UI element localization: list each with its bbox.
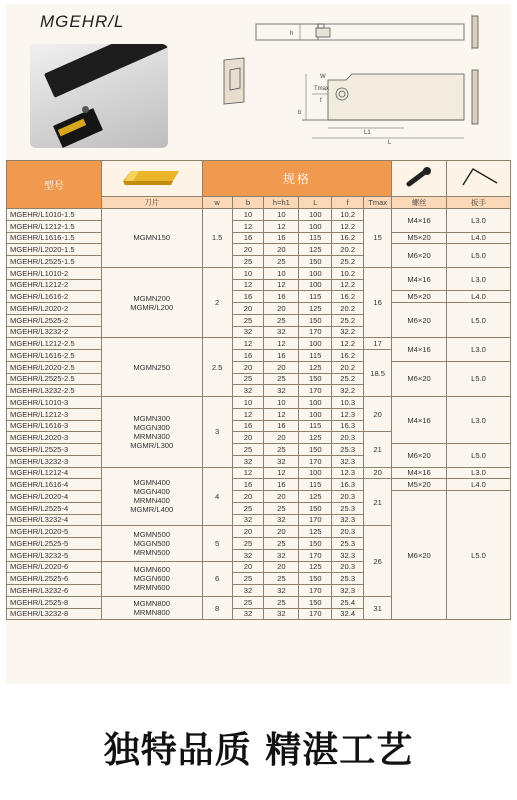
model-cell: MGEHR/L3232-8 [7,608,102,620]
b-cell: 25 [232,256,264,268]
b-cell: 25 [232,596,264,608]
h-cell: 12 [264,279,299,291]
h-cell: 32 [264,514,299,526]
model-cell: MGEHR/L3232-4 [7,514,102,526]
f-cell: 32.3 [332,549,364,561]
drawing-label-h: h [290,31,294,37]
width-cell: 2.5 [202,338,232,397]
wrench-cell: L5.0 [447,361,511,396]
tmax-cell: 21 [364,432,392,467]
f-cell: 32.2 [332,385,364,397]
h-cell: 25 [264,256,299,268]
model-cell: MGEHR/L1616-2 [7,291,102,303]
b-cell: 32 [232,549,264,561]
header-screw-cell [392,161,447,197]
b-cell: 12 [232,408,264,420]
insert-cell: MGMN200 MGMR/L200 [101,267,202,338]
f-cell: 32.3 [332,455,364,467]
table-row [7,338,511,350]
top-view [302,70,478,138]
table-row [7,491,511,503]
h-cell: 25 [264,596,299,608]
header-model: 型号 [7,161,102,209]
f-cell: 16.3 [332,479,364,491]
f-cell: 25.3 [332,573,364,585]
b-cell: 16 [232,232,264,244]
model-cell: MGEHR/L1616-1.5 [7,232,102,244]
b-cell: 10 [232,209,264,221]
b-cell: 12 [232,220,264,232]
f-cell: 10.3 [332,397,364,409]
b-cell: 10 [232,267,264,279]
spec-table-body [7,209,511,620]
f-cell: 20.2 [332,303,364,315]
f-cell: 12.2 [332,220,364,232]
header-spec: 规格 [202,161,391,197]
screw-cell: M4×16 [392,267,447,291]
f-cell: 12.3 [332,408,364,420]
table-row [7,244,511,256]
insert-cell: MGMN600 MGGN600 MRMN600 [101,561,202,596]
header-wrench-cell [447,161,511,197]
h-cell: 16 [264,232,299,244]
f-cell: 10.2 [332,209,364,221]
side-view-body [318,24,464,40]
width-cell: 4 [202,467,232,526]
h-cell: 12 [264,408,299,420]
table-row [7,467,511,479]
screw-cell: M6×20 [392,244,447,268]
b-cell: 20 [232,432,264,444]
model-cell: MGEHR/L1010-3 [7,397,102,409]
wrench-cell: L5.0 [447,444,511,468]
wrench-cell: L3.0 [447,467,511,479]
table-row [7,361,511,373]
length-cell: 100 [299,467,332,479]
wrench-cell: L4.0 [447,479,511,491]
b-cell: 25 [232,573,264,585]
top-view-outline [328,74,464,120]
table-row [7,232,511,244]
b-cell: 16 [232,291,264,303]
width-cell: 5 [202,526,232,561]
wrench-cell: L4.0 [447,232,511,244]
f-cell: 12.2 [332,338,364,350]
f-cell: 25.2 [332,373,364,385]
model-cell: MGEHR/L2020-2 [7,303,102,315]
model-cell: MGEHR/L2020-1.5 [7,244,102,256]
length-cell: 125 [299,361,332,373]
f-cell: 25.3 [332,502,364,514]
header-screw: 螺丝 [392,197,447,209]
model-cell: MGEHR/L2020-5 [7,526,102,538]
b-cell: 25 [232,502,264,514]
f-cell: 20.3 [332,432,364,444]
f-cell: 12.3 [332,467,364,479]
drawing-label-f: f [320,98,322,104]
width-cell: 6 [202,561,232,596]
model-cell: MGEHR/L2020-4 [7,491,102,503]
h-cell: 25 [264,538,299,550]
drawing-label-l: L [388,140,392,146]
model-cell: MGEHR/L1616-3 [7,420,102,432]
table-row [7,209,511,221]
side-view-head [316,28,330,37]
tool-holder-photo [30,44,168,148]
grooving-insert-icon [117,167,187,189]
tmax-cell: 26 [364,526,392,597]
spec-table [6,160,511,620]
catalog-page [6,4,511,684]
header-w: w [202,197,232,209]
f-cell: 16.2 [332,350,364,362]
length-cell: 170 [299,608,332,620]
tmax-cell: 31 [364,596,392,620]
b-cell: 32 [232,585,264,597]
top-view-end-block [472,70,478,124]
header-tmax: Tmax [364,197,392,209]
screw-cell: M5×20 [392,291,447,303]
b-cell: 10 [232,397,264,409]
h-cell: 20 [264,432,299,444]
tmax-cell: 15 [364,209,392,268]
side-view-insert [318,24,324,28]
f-cell: 25.2 [332,256,364,268]
h-cell: 12 [264,220,299,232]
b-cell: 20 [232,491,264,503]
side-view-shank [256,24,318,40]
f-cell: 16.2 [332,291,364,303]
f-cell: 20.3 [332,526,364,538]
screw-cell: M4×16 [392,467,447,479]
length-cell: 150 [299,373,332,385]
h-cell: 20 [264,491,299,503]
wrench-cell: L5.0 [447,491,511,620]
length-cell: 100 [299,267,332,279]
length-cell: 115 [299,232,332,244]
length-cell: 170 [299,585,332,597]
h-cell: 16 [264,291,299,303]
h-cell: 25 [264,573,299,585]
model-cell: MGEHR/L2020-2.5 [7,361,102,373]
header-l: L [299,197,332,209]
model-cell: MGEHR/L2525-8 [7,596,102,608]
wrench-cell: L3.0 [447,397,511,444]
model-cell: MGEHR/L2020-3 [7,432,102,444]
table-row [7,479,511,491]
model-cell: MGEHR/L1010-2 [7,267,102,279]
b-cell: 20 [232,361,264,373]
length-cell: 170 [299,549,332,561]
h-cell: 16 [264,350,299,362]
insert-cell: MGMN400 MGGN400 MRMN400 MGMR/L400 [101,467,202,526]
length-cell: 150 [299,502,332,514]
header-blade: 刀片 [101,197,202,209]
f-cell: 25.3 [332,538,364,550]
b-cell: 32 [232,455,264,467]
length-cell: 125 [299,244,332,256]
f-cell: 20.3 [332,561,364,573]
b-cell: 20 [232,561,264,573]
h-cell: 20 [264,361,299,373]
table-row [7,267,511,279]
b-cell: 25 [232,314,264,326]
h-cell: 32 [264,549,299,561]
model-cell: MGEHR/L2525-2 [7,314,102,326]
b-cell: 12 [232,467,264,479]
h-cell: 20 [264,561,299,573]
length-cell: 125 [299,432,332,444]
f-cell: 32.3 [332,514,364,526]
f-cell: 10.2 [332,267,364,279]
h-cell: 32 [264,455,299,467]
table-row [7,397,511,409]
model-cell: MGEHR/L2525-3 [7,444,102,456]
length-cell: 150 [299,314,332,326]
model-cell: MGEHR/L2525-4 [7,502,102,514]
b-cell: 20 [232,303,264,315]
h-cell: 20 [264,303,299,315]
f-cell: 32.3 [332,585,364,597]
b-cell: 12 [232,279,264,291]
b-cell: 25 [232,373,264,385]
page-title: MGEHR/L [40,12,125,31]
tmax-cell: 21 [364,479,392,526]
length-cell: 125 [299,526,332,538]
header-f: f [332,197,364,209]
insert-cell: MGMN150 [101,209,202,268]
model-cell: MGEHR/L1616-2.5 [7,350,102,362]
wrench-cell: L3.0 [447,338,511,362]
width-cell: 8 [202,596,232,620]
screw-cell: M6×20 [392,444,447,468]
length-cell: 150 [299,444,332,456]
model-cell: MGEHR/L3232-3 [7,455,102,467]
length-cell: 100 [299,209,332,221]
drawing-label-w: W [320,74,326,80]
model-cell: MGEHR/L3232-6 [7,585,102,597]
width-cell: 2 [202,267,232,338]
side-view-end-block [472,16,478,48]
length-cell: 115 [299,350,332,362]
b-cell: 32 [232,608,264,620]
length-cell: 150 [299,538,332,550]
f-cell: 16.3 [332,420,364,432]
screw-cell: M6×20 [392,491,447,620]
model-cell: MGEHR/L1212-2.5 [7,338,102,350]
header-b: b [232,197,264,209]
h-cell: 10 [264,397,299,409]
b-cell: 25 [232,538,264,550]
model-cell: MGEHR/L1212-2 [7,279,102,291]
h-cell: 16 [264,479,299,491]
b-cell: 25 [232,444,264,456]
model-cell: MGEHR/L3232-2 [7,326,102,338]
header-wrench: 扳手 [447,197,511,209]
b-cell: 12 [232,338,264,350]
length-cell: 115 [299,291,332,303]
h-cell: 20 [264,526,299,538]
screw-icon [401,166,437,190]
h-cell: 10 [264,267,299,279]
table-row [7,444,511,456]
length-cell: 125 [299,561,332,573]
length-cell: 150 [299,256,332,268]
tmax-cell: 20 [364,397,392,432]
h-cell: 25 [264,373,299,385]
tmax-cell: 18.5 [364,350,392,397]
tmax-cell: 17 [364,338,392,350]
drawing-label-b: b [298,110,302,116]
width-cell: 3 [202,397,232,468]
drawing-label-tmax: Tmax [314,86,329,92]
b-cell: 32 [232,514,264,526]
length-cell: 100 [299,220,332,232]
h-cell: 10 [264,209,299,221]
wrench-cell: L3.0 [447,267,511,291]
h-cell: 32 [264,385,299,397]
h-cell: 25 [264,502,299,514]
length-cell: 170 [299,514,332,526]
model-cell: MGEHR/L1212-3 [7,408,102,420]
b-cell: 16 [232,420,264,432]
tmax-cell: 20 [364,467,392,479]
h-cell: 12 [264,467,299,479]
header-insert-cell [101,161,202,197]
b-cell: 20 [232,526,264,538]
screw-cell: M4×16 [392,209,447,233]
slogan: 独特品质 精湛工艺 [103,730,414,771]
screw-cell: M4×16 [392,338,447,362]
model-cell: MGEHR/L1212-4 [7,467,102,479]
length-cell: 115 [299,420,332,432]
length-cell: 170 [299,326,332,338]
length-cell: 125 [299,491,332,503]
b-cell: 16 [232,350,264,362]
f-cell: 20.3 [332,491,364,503]
length-cell: 100 [299,338,332,350]
clamp-screw [82,106,89,113]
wrench-cell: L4.0 [447,291,511,303]
h-cell: 25 [264,314,299,326]
table-row [7,303,511,315]
length-cell: 100 [299,397,332,409]
h-cell: 16 [264,420,299,432]
model-cell: MGEHR/L1616-4 [7,479,102,491]
length-cell: 100 [299,279,332,291]
length-cell: 125 [299,303,332,315]
h-cell: 32 [264,585,299,597]
wrench-cell: L5.0 [447,303,511,338]
f-cell: 16.2 [332,232,364,244]
length-cell: 170 [299,385,332,397]
model-cell: MGEHR/L2525-6 [7,573,102,585]
length-cell: 100 [299,408,332,420]
length-cell: 150 [299,573,332,585]
screw-cell: M6×20 [392,303,447,338]
drawing-label-l1: L1 [364,130,371,136]
b-cell: 32 [232,326,264,338]
length-cell: 150 [299,596,332,608]
model-cell: MGEHR/L3232-5 [7,549,102,561]
table-row [7,291,511,303]
h-cell: 32 [264,326,299,338]
b-cell: 20 [232,244,264,256]
h-cell: 12 [264,338,299,350]
b-cell: 32 [232,385,264,397]
f-cell: 20.2 [332,361,364,373]
hex-wrench-icon [457,165,501,191]
model-cell: MGEHR/L3232-2.5 [7,385,102,397]
h-cell: 32 [264,608,299,620]
f-cell: 25.3 [332,444,364,456]
screw-cell: M5×20 [392,479,447,491]
model-cell: MGEHR/L2020-6 [7,561,102,573]
f-cell: 12.2 [332,279,364,291]
screw-cell: M6×20 [392,361,447,396]
f-cell: 25.2 [332,314,364,326]
insert-cell: MGMN300 MGGN300 MRMN300 MGMR/L300 [101,397,202,468]
b-cell: 16 [232,479,264,491]
end-view [224,58,244,104]
f-cell: 32.4 [332,608,364,620]
width-cell: 1.5 [202,209,232,268]
technical-drawing [216,10,506,150]
header-h: h=h1 [264,197,299,209]
length-cell: 170 [299,455,332,467]
h-cell: 25 [264,444,299,456]
model-cell: MGEHR/L2525-5 [7,538,102,550]
f-cell: 20.2 [332,244,364,256]
f-cell: 25.4 [332,596,364,608]
model-cell: MGEHR/L1010-1.5 [7,209,102,221]
wrench-cell: L5.0 [447,244,511,268]
f-cell: 32.2 [332,326,364,338]
model-cell: MGEHR/L2525-2.5 [7,373,102,385]
length-cell: 115 [299,479,332,491]
end-view-outline [224,58,244,104]
model-cell: MGEHR/L1212-1.5 [7,220,102,232]
insert-cell: MGMN250 [101,338,202,397]
screw-cell: M5×20 [392,232,447,244]
insert-cell: MGMN800 MRMN800 [101,596,202,620]
insert-cell: MGMN500 MGGN500 MRMN500 [101,526,202,561]
tmax-cell: 16 [364,267,392,338]
model-cell: MGEHR/L2525-1.5 [7,256,102,268]
screw-cell: M4×16 [392,397,447,444]
wrench-cell: L3.0 [447,209,511,233]
h-cell: 20 [264,244,299,256]
